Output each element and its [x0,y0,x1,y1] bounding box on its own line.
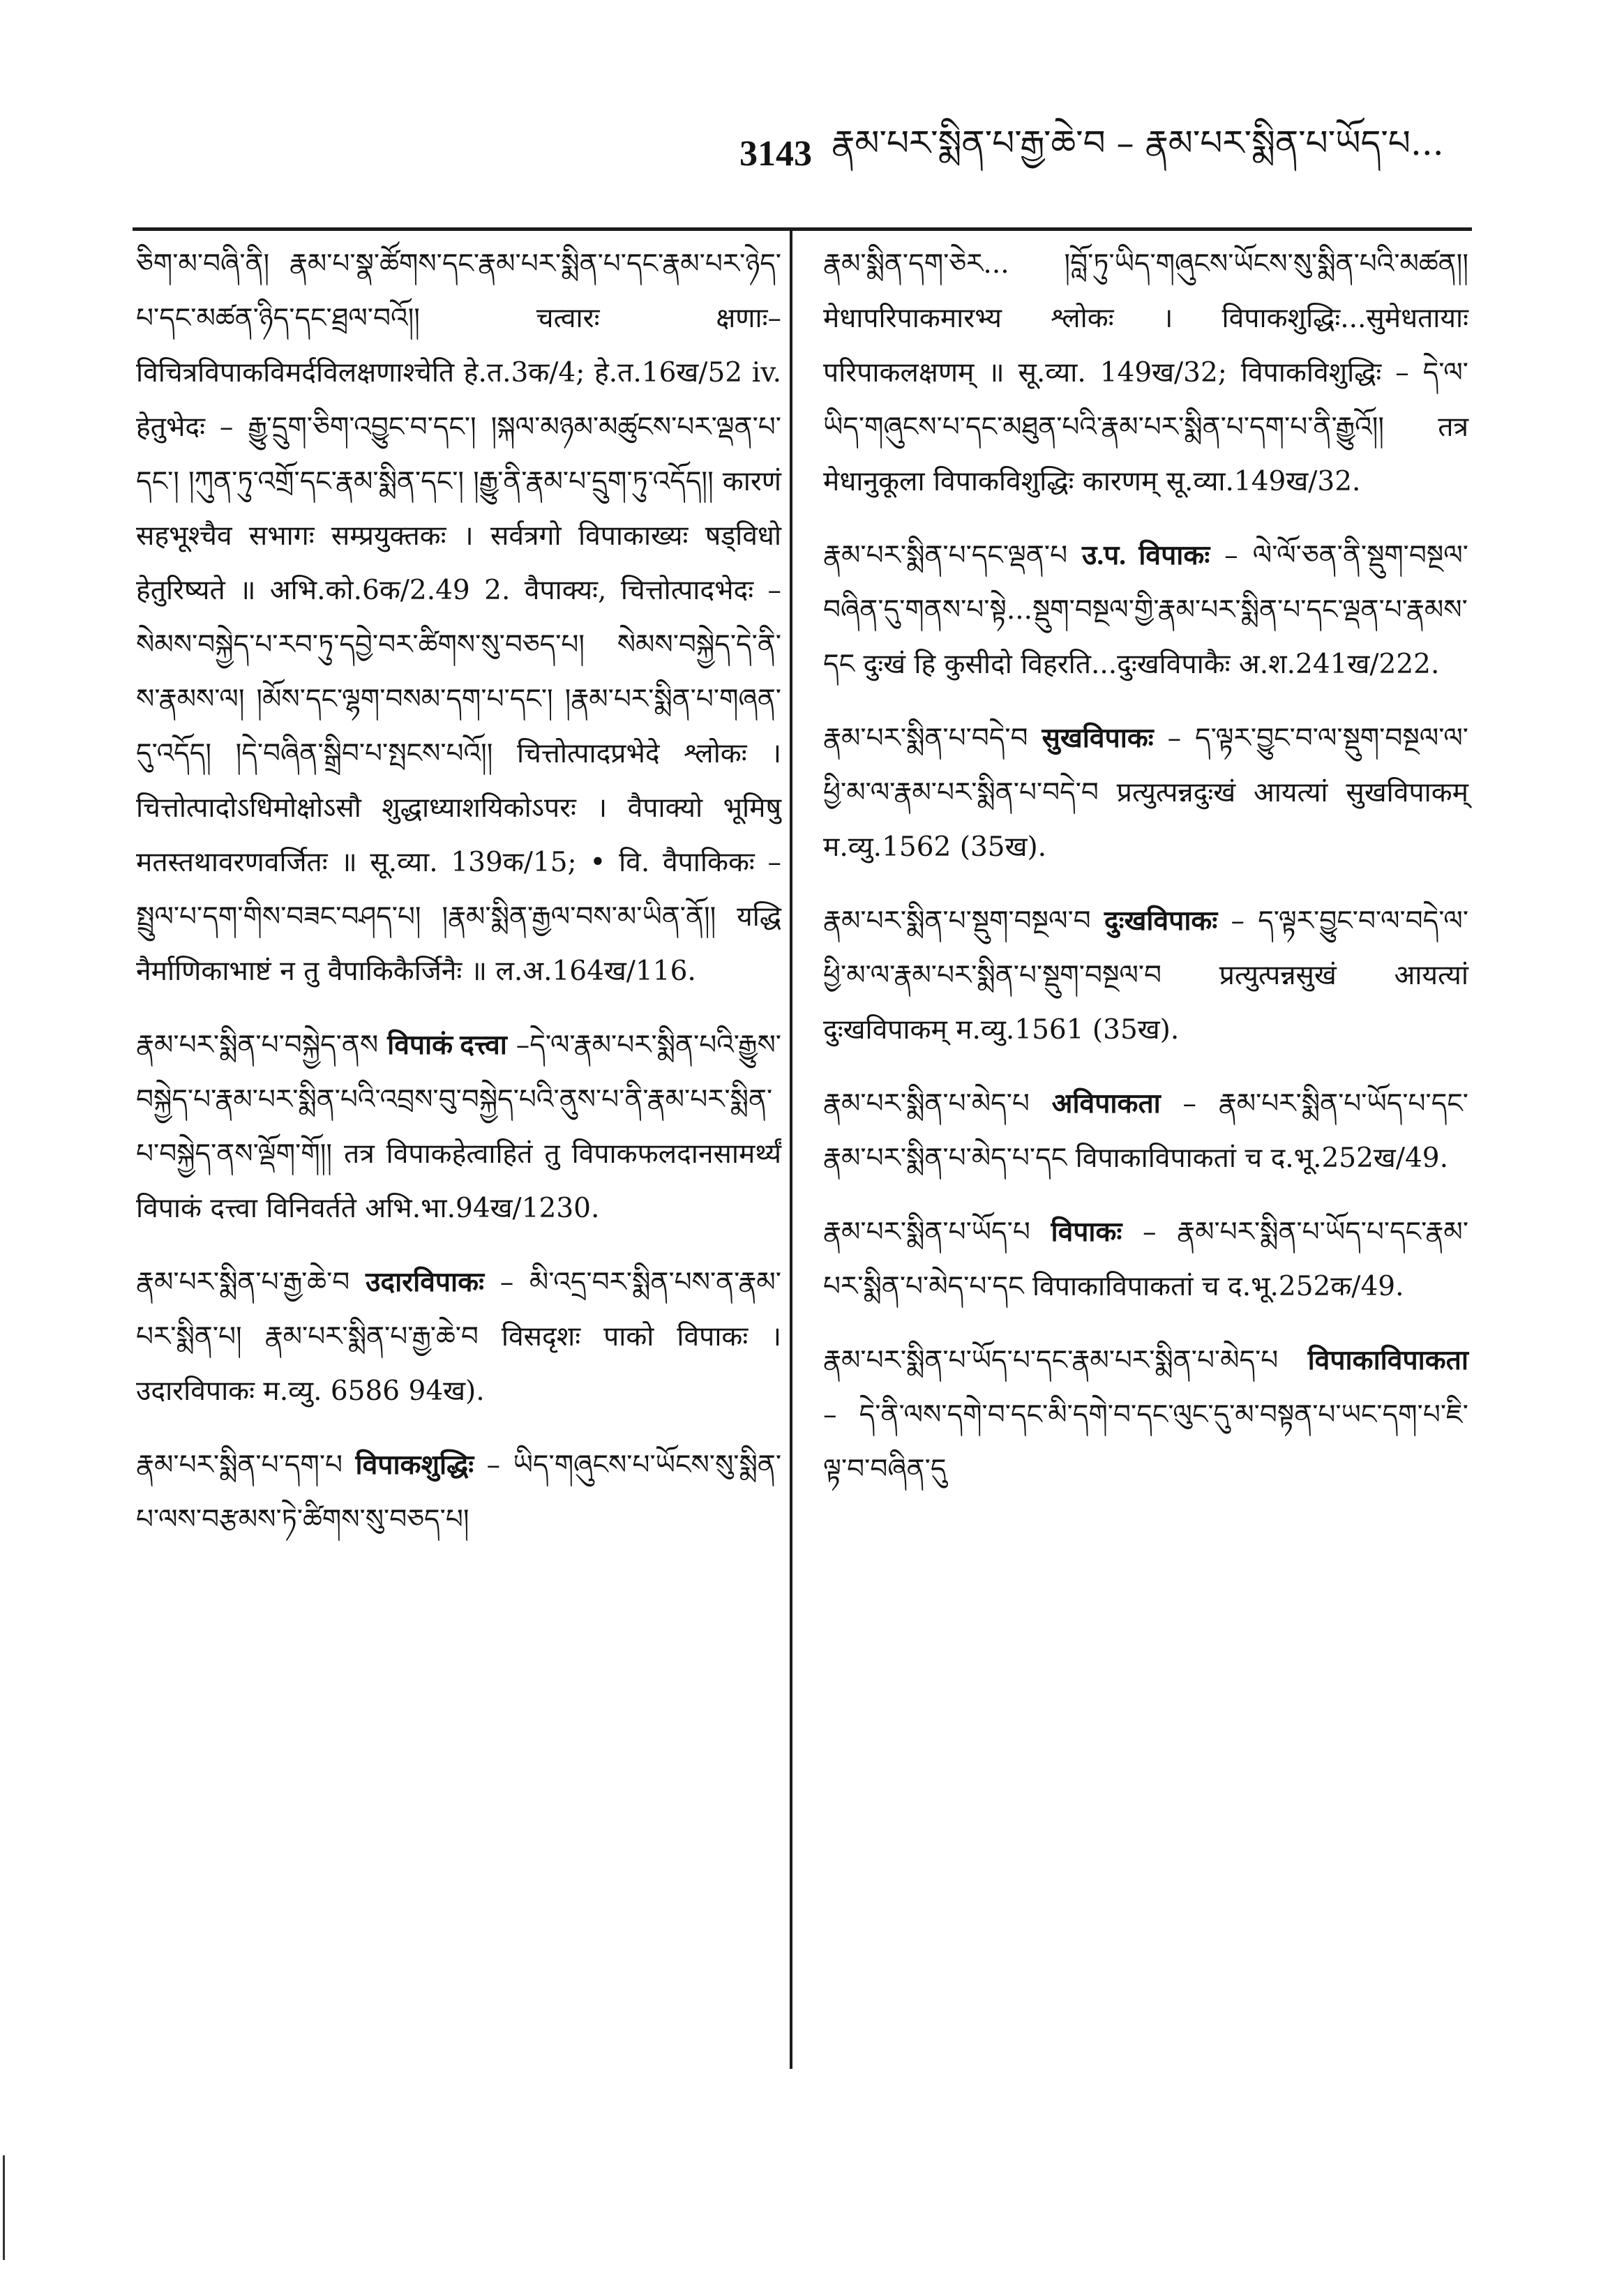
entry-text: – ཡིད་གཞུངས་པ་ཡོངས་སུ་སྨིན་པ་ལས་བརྩམས་ཏེ་ཚིགས་སུ་བཅད་པ། [136,1449,782,1535]
entry-headword: རྣམ་པར་སྨིན་པ་མེད་པ [823,1088,1030,1120]
entry-headword: རྣམ་པར་སྨིན་པ་ཡོད་པ [823,1216,1030,1248]
entry-translation: विपाकः [1051,1217,1122,1247]
dictionary-entry [136,1256,781,1419]
entry-translation: अविपाकता [1051,1089,1161,1119]
right-column [823,237,1468,1516]
header-rule [133,227,1472,231]
dictionary-entry [823,237,1468,509]
entry-headword: རྣམ་པར་སྨིན་པ་དག་པ [136,1449,343,1481]
dictionary-entry [136,237,781,999]
entry-translation: विपाकं दत्त्वा [387,1030,507,1060]
dictionary-entry [136,1018,781,1236]
page-header [739,119,1479,188]
entry-headword: རྣམ་པར་སྨིན་པ་བདེ་བ [823,723,1028,754]
entry-translation: सुखविपाकः [1042,723,1154,753]
entry-text: – ལེ་ལོ་ཅན་ནི་སྡུག་བསྔལ་བཞིན་དུ་གནས་པ་སྟེ...སྡུག་བསྔལ་གྱི་རྣམ་པར་སྨིན་པ་དང་ལྡན་པ་རྣམས་དང दुःखं हि कुसीदो विहरति...दुःखविपाकैः अ.श.241ख/222. [823,540,1468,680]
entry-text: – མི་འདྲ་བར་སྨིན་པས་ན་རྣམ་པར་སྨིན་པ། རྣམ་པར་སྨིན་པ་རྒྱ་ཆེ་བ विसदृशः पाको विपाकः । उदारविपाकः म.व्यु. 6586 94ख). [136,1267,781,1407]
entry-text: – ད་ལྟར་བྱུང་བ་ལ་སྡུག་བསྔལ་ལ་ཕྱི་མ་ལ་རྣམ་པར་སྨིན་པ་བདེ་བ प्रत्युत्पन्नदुःखं आयत्यां सुखविपाकम् म.व्यु.1562 (35ख). [823,723,1468,863]
column-divider [790,227,792,2069]
page-number: 3143 [739,133,812,174]
entry-translation: दुःखविपाकः [1104,906,1218,936]
dictionary-entry [823,529,1468,692]
dictionary-entry [823,711,1468,875]
entry-headword: རྣམ་པར་སྨིན་པ་ཡོད་པ་དང་རྣམ་པར་སྨིན་པ་མེད་པ [823,1345,1279,1376]
dictionary-entry [823,1334,1468,1497]
running-head: རྣམ་པར་སྨིན་པ་རྒྱ་ཆེ་བ – རྣམ་པར་སྨིན་པ་ཡོད་པ... [832,123,1444,163]
dictionary-entry [823,1205,1468,1314]
dictionary-entry [823,894,1468,1057]
entry-translation: उदारविपाकः [365,1267,484,1297]
dictionary-entry [136,1438,781,1547]
entry-text: – ད་ལྟར་བྱུང་བ་ལ་བདེ་ལ་ཕྱི་མ་ལ་རྣམ་པར་སྨིན་པ་སྡུག་བསྔལ་བ प्रत्युत्पन्नसुखं आयत्यां दुःखविपाकम् म.व्यु.1561 (35ख). [823,905,1469,1046]
entry-text: –དེ་ལ་རྣམ་པར་སྨིན་པའི་རྒྱུས་བསྐྱེད་པ་རྣམ་པར་སྨིན་པའི་འབྲས་བུ་བསྐྱེད་པའི་ནུས་པ་ནི་རྣམ་པར་སྨིན་པ་བསྐྱེད་ནས་ལྡོག་གོ།། तत्र विपाकहेत्वाहितं तु विपाकफलदानसामर्थ्यं विपाकं दत्त्वा विनिवर्तते अभि.भा.94ख/1230. [136,1030,781,1224]
entry-text: ཅིག་མ་བཞི་ནི། རྣམ་པ་སྣ་ཚོགས་དང་རྣམ་པར་སྨིན་པ་དང་རྣམ་པར་ཉེད་པ་དང་མཚན་ཉིད་དང་ཐྲལ་བའོ།། चत्वारः क्षणाः–विचित्रविपाकविमर्दविलक्षणाश्चेति हे.त.3क/4; हे.त.16ख/52 iv. हेतुभेदः – རྒྱུ་དྲུག་ཅིག་འབྱུང་བ་དང་། །སྐལ་མཉམ་མཚུངས་པར་ལྡན་པ་དང་། །ཀུན་ཏུ་འགྲོ་དང་རྣམ་སྨིན་དང་། །རྒྱུ་ནི་རྣམ་པ་དྲུག་ཏུ་འདོད།། कारणं सहभूश्चैव सभागः सम्प्रयुक्तकः । सर्वत्रगो विपाकाख्यः षड्विधो हेतुरिष्यते ॥ अभि.को.6क/2.49 2. वैपाक्यः, चित्तोत्पादभेदः – སེམས་བསྐྱེད་པ་རབ་ཏུ་དབྱེ་བར་ཚིགས་སུ་བཅད་པ། སེམས་བསྐྱེད་དེ་ནི་ས་རྣམས་ལ། །མོས་དང་ལྷག་བསམ་དག་པ་དང་། །རྣམ་པར་སྨིན་པ་གཞན་དུ་འདོད། །དེ་བཞིན་སྒྲིབ་པ་སྤངས་པའོ།། चित्तोत्पादप्रभेदे श्लोकः । चित्तोत्पादोऽधिमोक्षोऽसौ शुद्धाध्याशयिकोऽपरः । वैपाक्यो भूमिषु मतस्तथावरणवर्जितः ॥ सू.व्या. 139क/15; • वि. वैपाकिकः – སྤྲུལ་པ་དག་གིས་བཟང་བཤད་པ། །རྣམ་སྨིན་རྒྱལ་བས་མ་ཡིན་ནོ།། यद्धि नैर्माणिकाभाष्टं न तु वैपाकिकैर्जिनैः ॥ ल.अ.164ख/116. [136,248,781,987]
entry-headword: རྣམ་པར་སྨིན་པ་བསྐྱེད་ནས [136,1030,379,1061]
entry-headword: རྣམ་པར་སྨིན་པ་སྡུག་བསྔལ་བ [823,905,1091,937]
entry-translation: उ.प. विपाकः [1082,541,1210,571]
entry-headword: རྣམ་པར་སྨིན་པ་དང་ལྡན་པ [823,540,1068,571]
entry-headword: རྣམ་པར་སྨིན་པ་རྒྱ་ཆེ་བ [136,1267,350,1298]
entry-translation: विपाकशुद्धिः [355,1450,474,1480]
entry-text: – དེ་ནི་ལས་དགེ་བ་དང་མི་དགེ་བ་དང་ལུང་དུ་མ་བསྟན་པ་ཡང་དག་པ་ཇི་ལྟ་བ་བཞིན་དུ [823,1399,1468,1485]
entry-text: – རྣམ་པར་སྨིན་པ་ཡོད་པ་དང་རྣམ་པར་སྨིན་པ་མེད་པ་དང विपाकाविपाकतां च द.भू.252ख/49. [823,1088,1468,1174]
scan-edge-mark [3,2155,5,2260]
dictionary-entry [823,1077,1468,1186]
left-column [136,237,781,1567]
entry-text: རྣམ་སྨིན་དག་ཅེར... །བློ་ཏུ་ཡིད་གཞུངས་ཡོངས་སུ་སྨིན་པའི་མཚན།། मेधापरिपाकमारभ्य श्लोकः । विपाकशुद्धिः...सुमेधतायाः परिपाकलक्षणम् ॥ सू.व्या. 149ख/32; विपाकविशुद्धिः – དེ་ལ་ཡིད་གཞུངས་པ་དང་མཐུན་པའི་རྣམ་པར་སྨིན་པ་དག་པ་ནི་རྒྱུའོ།། तत्र मेधानुकूला विपाकविशुद्धिः कारणम् सू.व्या.149ख/32. [823,248,1468,497]
entry-translation: विपाकाविपाकता [1307,1346,1468,1376]
entry-text: – རྣམ་པར་སྨིན་པ་ཡོད་པ་དང་རྣམ་པར་སྨིན་པ་མེད་པ་དང विपाकाविपाकतां च द.भू.252क/49. [823,1216,1469,1302]
